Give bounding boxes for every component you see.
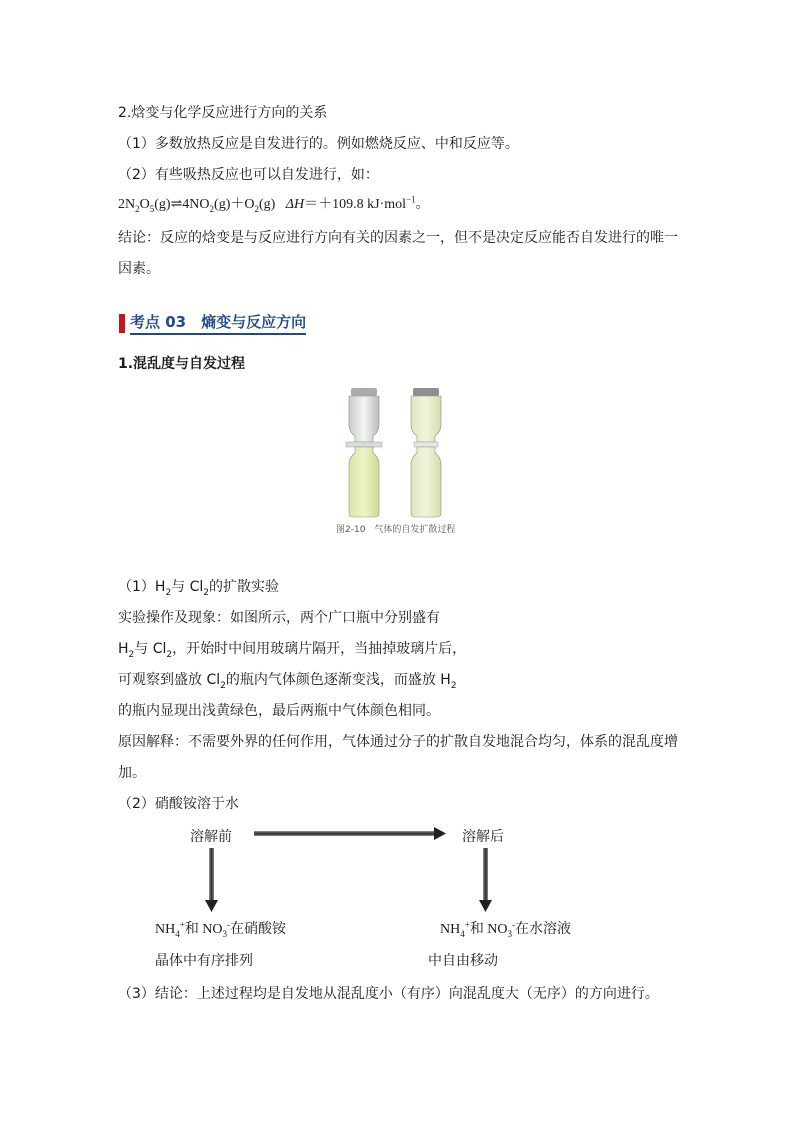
right-ion-description-line2: 中自由移动: [428, 953, 498, 969]
bottle-pair-right: [411, 388, 441, 517]
reaction-equation: $2N_2O_5(g)\rightleftharpoons 4NO_2(g)+O_2(g)$ ΔH＝＋109.8 kJ·mol$^{-1}$。: [118, 194, 430, 214]
point-endothermic: （2）有些吸热反应也可以自发进行，如：: [118, 167, 379, 183]
part1-heading: 1.混乱度与自发过程: [118, 356, 246, 372]
left-ion-description: $NH_4^+$和 $NO_3^-$在硝酸铵: [155, 919, 287, 939]
bottle-pair-left: [346, 388, 382, 517]
observation-line-2: $H_2$与 $Cl_2$，开始时中间用玻璃片隔开，当抽掉玻璃片后，: [118, 641, 467, 660]
left-ion-description-line2: 晶体中有序排列: [155, 953, 253, 969]
before-dissolving-label: 溶解前: [190, 829, 232, 845]
observation-line-3: 可观察到盛放 $Cl_2$的瓶内气体颜色逐渐变浅，而盛放 $H_2$: [118, 672, 457, 691]
right-ion-description: $NH_4^+$和 $NO_3^-$在水溶液: [440, 919, 572, 939]
right-down-arrow: [479, 848, 492, 912]
horizontal-arrow: [254, 827, 446, 840]
observation-line-1: 实验操作及现象：如图所示，两个广口瓶中分别盛有: [118, 610, 440, 626]
after-dissolving-label: 溶解后: [462, 829, 504, 845]
gas-diffusion-photo: [334, 385, 456, 525]
heading-enthalpy-direction: 2.焓变与化学反应进行方向的关系: [118, 105, 328, 121]
experiment-title: $(1)H_2$与 $Cl_2$的扩散实验: [118, 579, 280, 598]
figure-caption: 图2-10 气体的自发扩散过程: [336, 525, 456, 535]
delta-h-symbol: ΔH: [285, 197, 305, 212]
reason-line-2: 加。: [118, 765, 146, 781]
section-marker: [119, 314, 125, 333]
point-exothermic: （1）多数放热反应是自发进行的。例如燃烧反应、中和反应等。: [118, 136, 519, 152]
reason-line-1: 原因解释：不需要外界的任何作用，气体通过分子的扩散自发地混合均匀，体系的混乱度增: [118, 734, 678, 750]
section-title: 考点 03 熵变与反应方向: [130, 311, 306, 335]
part2-title: （2）硝酸铵溶于水: [118, 796, 239, 812]
section-header: [119, 312, 306, 334]
conclusion-line-2: 因素。: [118, 261, 160, 277]
conclusion-line-1: 结论：反应的焓变是与反应进行方向有关的因素之一，但不是决定反应能否自发进行的唯一: [118, 230, 678, 246]
part3-conclusion: （3）结论：上述过程均是自发地从混乱度小（有序）向混乱度大（无序）的方向进行。: [118, 986, 659, 1002]
observation-line-4: 的瓶内显现出浅黄绿色，最后两瓶中气体颜色相同。: [118, 703, 440, 719]
left-down-arrow: [205, 848, 218, 912]
